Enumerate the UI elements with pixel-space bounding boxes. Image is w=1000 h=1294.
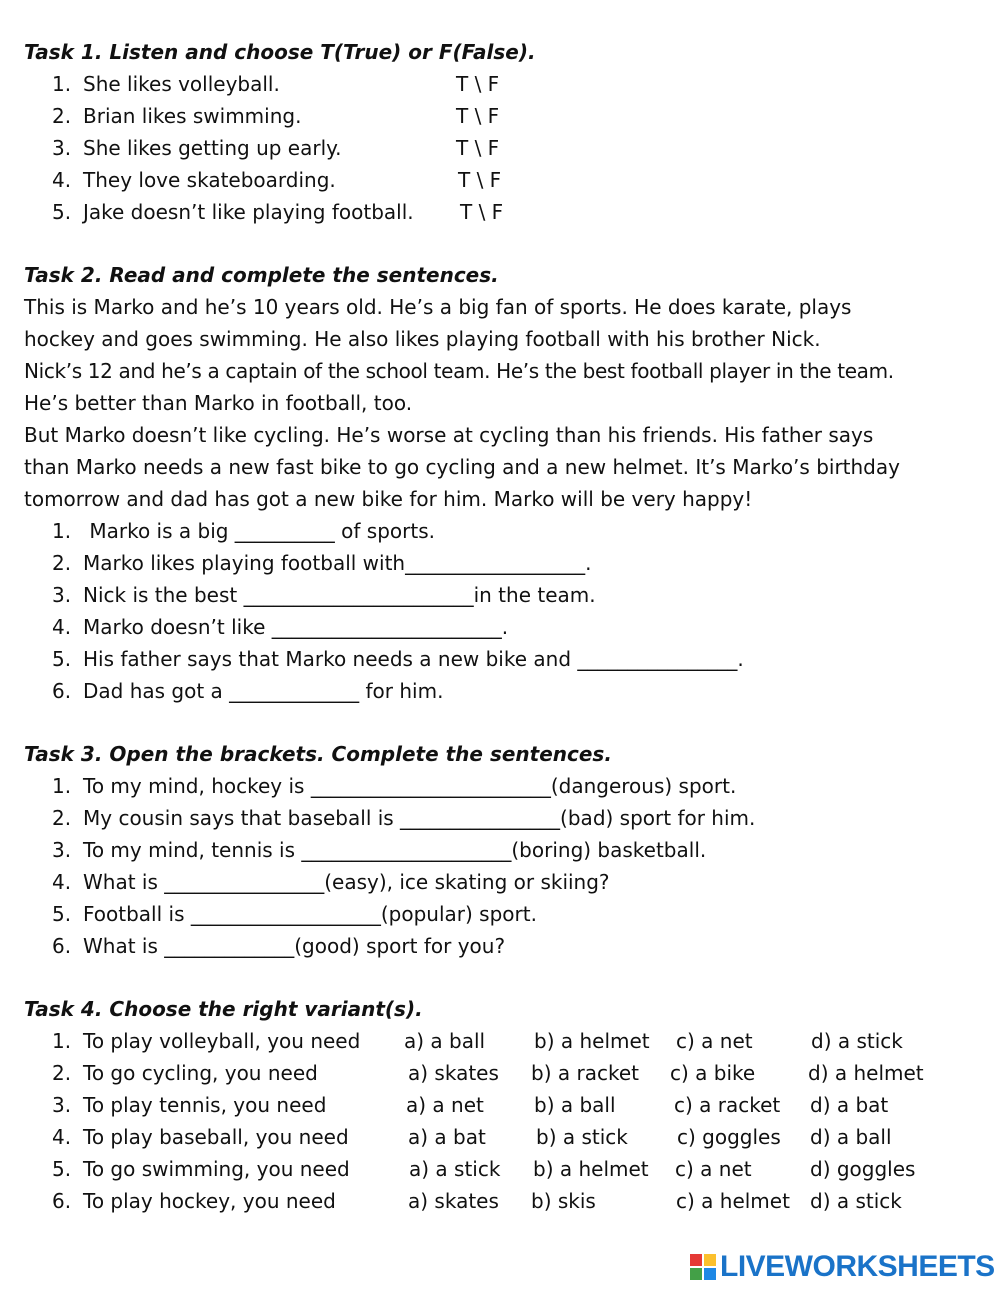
task3-item: To my mind, hockey is ________________________(dangerous) sport. (83, 774, 737, 798)
task4-question: To play baseball, you need (83, 1125, 349, 1149)
task1-num: 2. (52, 104, 72, 128)
task3-num: 5. (52, 902, 72, 926)
task2-num: 6. (52, 679, 72, 703)
task1-item: They love skateboarding. (83, 168, 336, 192)
option-c: c) a net (676, 1029, 753, 1053)
option-a: a) a stick (409, 1157, 501, 1181)
option-d: d) a ball (810, 1125, 892, 1149)
task4-heading: Task 4. Choose the right variant(s). (24, 997, 423, 1021)
option-d: d) a stick (811, 1029, 903, 1053)
task4-num: 4. (52, 1125, 72, 1149)
paragraph-line: hockey and goes swimming. He also likes playing football with his brother Nick. (24, 327, 821, 351)
task4-num: 5. (52, 1157, 72, 1181)
option-c: c) a net (675, 1157, 752, 1181)
option-a: a) skates (408, 1189, 499, 1213)
task1-item: Brian likes swimming. (83, 104, 302, 128)
task4-question: To go swimming, you need (83, 1157, 350, 1181)
task1-num: 3. (52, 136, 72, 160)
task1-item: Jake doesn’t like playing football. (83, 200, 414, 224)
liveworksheets-logo (690, 1250, 995, 1284)
option-a: a) a ball (404, 1029, 486, 1053)
task4-question: To go cycling, you need (83, 1061, 318, 1085)
task2-num: 1. (52, 519, 72, 543)
task2-heading: Task 2. Read and complete the sentences. (24, 263, 499, 287)
task3-num: 6. (52, 934, 72, 958)
task2-item: Marko doesn’t like _______________________. (83, 615, 509, 639)
logo-square (704, 1254, 716, 1266)
option-c: c) goggles (677, 1125, 781, 1149)
task1-tf: T \ F (456, 104, 500, 128)
task3-num: 2. (52, 806, 72, 830)
task1-item: She likes getting up early. (83, 136, 342, 160)
option-b: b) a racket (531, 1061, 639, 1085)
task2-item: His father says that Marko needs a new bike and ________________. (83, 647, 744, 671)
paragraph-line: Nick’s 12 and he’s a captain of the school team. He’s the best football player in the team. (24, 359, 894, 383)
option-d: d) a stick (810, 1189, 902, 1213)
option-a: a) a net (406, 1093, 484, 1117)
logo-text: LIVEWORKSHEETS (720, 1250, 995, 1283)
task1-tf: T \ F (460, 200, 504, 224)
paragraph-line: than Marko needs a new fast bike to go cycling and a new helmet. It’s Marko’s birthday (24, 455, 900, 479)
task1-heading: Task 1. Listen and choose T(True) or F(False). (24, 40, 536, 64)
task4-num: 3. (52, 1093, 72, 1117)
task2-item: Marko is a big __________ of sports. (83, 519, 435, 543)
task3-item: My cousin says that baseball is ________________(bad) sport for him. (83, 806, 756, 830)
option-a: a) skates (408, 1061, 499, 1085)
task2-item: Nick is the best _______________________in the team. (83, 583, 596, 607)
task1-num: 5. (52, 200, 72, 224)
option-b: b) a helmet (533, 1157, 649, 1181)
option-b: b) a helmet (534, 1029, 650, 1053)
option-b: b) a ball (534, 1093, 616, 1117)
paragraph-line: But Marko doesn’t like cycling. He’s worse at cycling than his friends. His father says (24, 423, 874, 447)
option-d: d) a helmet (808, 1061, 924, 1085)
option-a: a) a bat (408, 1125, 486, 1149)
task1-tf: T \ F (458, 168, 502, 192)
option-d: d) a bat (810, 1093, 889, 1117)
task1-num: 1. (52, 72, 72, 96)
option-c: c) a bike (670, 1061, 756, 1085)
paragraph-line: tomorrow and dad has got a new bike for him. Marko will be very happy! (24, 487, 753, 511)
task4-num: 2. (52, 1061, 72, 1085)
task1-tf: T \ F (456, 72, 500, 96)
task2-item: Dad has got a _____________ for him. (83, 679, 444, 703)
paragraph-line: He’s better than Marko in football, too. (24, 391, 413, 415)
task4-num: 1. (52, 1029, 72, 1053)
task1-tf: T \ F (456, 136, 500, 160)
logo-square (690, 1254, 702, 1266)
option-c: c) a helmet (676, 1189, 790, 1213)
option-b: b) a stick (536, 1125, 628, 1149)
task2-num: 3. (52, 583, 72, 607)
task3-item: What is ________________(easy), ice skating or skiing? (83, 870, 610, 894)
option-b: b) skis (531, 1189, 596, 1213)
task3-num: 1. (52, 774, 72, 798)
task4-num: 6. (52, 1189, 72, 1213)
task2-item: Marko likes playing football with__________________. (83, 551, 592, 575)
task3-num: 3. (52, 838, 72, 862)
paragraph-line: This is Marko and he’s 10 years old. He’s a big fan of sports. He does karate, plays (24, 295, 852, 319)
task4-question: To play tennis, you need (83, 1093, 327, 1117)
task3-item: Football is ___________________(popular) sport. (83, 902, 537, 926)
task4-question: To play volleyball, you need (83, 1029, 361, 1053)
option-d: d) goggles (810, 1157, 916, 1181)
task3-item: To my mind, tennis is _____________________(boring) basketball. (83, 838, 707, 862)
task2-num: 2. (52, 551, 72, 575)
task1-num: 4. (52, 168, 72, 192)
task2-num: 5. (52, 647, 72, 671)
task3-heading: Task 3. Open the brackets. Complete the sentences. (24, 742, 612, 766)
option-c: c) a racket (674, 1093, 781, 1117)
logo-square (690, 1268, 702, 1280)
task3-item: What is _____________(good) sport for you? (83, 934, 506, 958)
task2-num: 4. (52, 615, 72, 639)
logo-square (704, 1268, 716, 1280)
logo-squares-icon (690, 1254, 716, 1280)
task4-question: To play hockey, you need (83, 1189, 336, 1213)
task1-item: She likes volleyball. (83, 72, 280, 96)
task3-num: 4. (52, 870, 72, 894)
